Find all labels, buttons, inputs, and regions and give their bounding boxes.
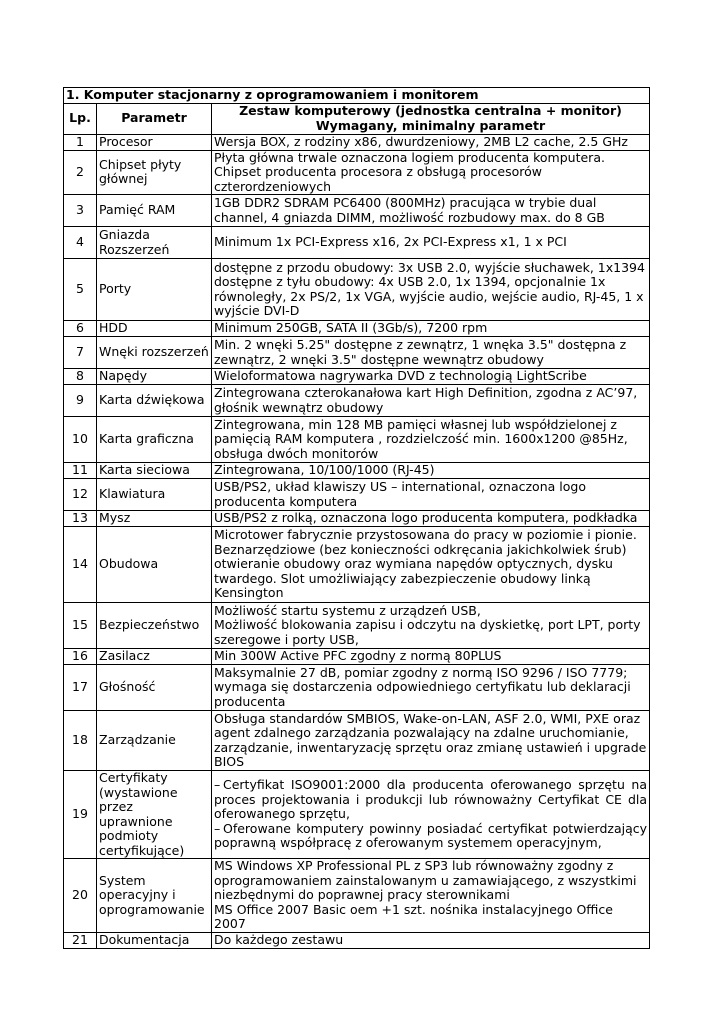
spec-table [63, 87, 650, 949]
row-parameter: Głośność [97, 665, 212, 711]
table-row [64, 195, 650, 227]
certificate-item: – Oferowane komputery powinny posiadać certyfikat potwierdzający poprawną współpracę z oferowanym systemem operacyjnym, [214, 820, 648, 851]
table-row [64, 259, 650, 321]
header-param: Parametr [97, 103, 212, 134]
row-value: Min. 2 wnęki 5.25" dostępne z zewnątrz, 1 wnęka 3.5" dostępna z zewnątrz, 2 wnęki 3.5" dostępne wewnątrz obudowy [212, 337, 650, 369]
row-parameter: Zasilacz [97, 649, 212, 665]
row-number: 18 [64, 711, 97, 771]
table-row [64, 711, 650, 771]
row-value: Min 300W Active PFC zgodny z normą 80PLUS [212, 649, 650, 665]
row-value [212, 603, 650, 649]
row-number: 21 [64, 932, 97, 948]
row-parameter: HDD [97, 321, 212, 337]
row-parameter: Wnęki rozszerzeń [97, 337, 212, 369]
row-parameter: Mysz [97, 511, 212, 527]
row-number: 12 [64, 479, 97, 511]
row-value: USB/PS2 z rolką, oznaczona logo producenta komputera, podkładka [212, 511, 650, 527]
row-number: 7 [64, 337, 97, 369]
header-spec-line2: Wymagany, minimalny parametr [315, 117, 546, 133]
header-spec-line1: Zestaw komputerowy (jednostka centralna + monitor) [239, 103, 622, 118]
row-parameter: Chipset płyty głównej [97, 150, 212, 195]
row-number: 16 [64, 649, 97, 665]
table-row [64, 932, 650, 948]
row-number: 9 [64, 385, 97, 417]
row-value [212, 771, 650, 859]
header-spec [212, 103, 650, 134]
row-value [212, 859, 650, 933]
row-value: Minimum 250GB, SATA II (3Gb/s), 7200 rpm [212, 321, 650, 337]
row-value: dostępne z przodu obudowy: 3x USB 2.0, wyjście słuchawek, 1x1394 dostępne z tyłu obudowy: 4x USB 2.0, 1x 1394, opcjonalnie 1x równoległy, 2x PS/2, 1x VGA, wyjście audio, wejście audio, RJ-45, 1 x wyjście DVI-D [212, 259, 650, 321]
table-row [64, 603, 650, 649]
table-row [64, 649, 650, 665]
row-number: 15 [64, 603, 97, 649]
row-value: Zintegrowana czterokanałowa kart High Definition, zgodna z AC’97, głośnik wewnątrz obudowy [212, 385, 650, 417]
row-value: Płyta główna trwale oznaczona logiem producenta komputera. Chipset producenta procesora z obsługą procesorów czterordzeniowych [212, 150, 650, 195]
row-number: 6 [64, 321, 97, 337]
table-row [64, 227, 650, 259]
row-value: Minimum 1x PCI-Express x16, 2x PCI-Express x1, 1 x PCI [212, 227, 650, 259]
row-parameter: Karta dźwiękowa [97, 385, 212, 417]
table-title: 1. Komputer stacjonarny z oprogramowaniem i monitorem [64, 88, 650, 104]
row-value: USB/PS2, układ klawiszy US – international, oznaczona logo producenta komputera [212, 479, 650, 511]
row-number: 13 [64, 511, 97, 527]
row-value: Do każdego zestawu [212, 932, 650, 948]
header-lp: Lp. [64, 103, 97, 134]
row-number: 14 [64, 527, 97, 603]
table-row [64, 511, 650, 527]
row-number: 4 [64, 227, 97, 259]
row-number: 11 [64, 463, 97, 479]
row-parameter: Procesor [97, 134, 212, 150]
row-parameter: Klawiatura [97, 479, 212, 511]
table-row [64, 369, 650, 385]
row-value: Zintegrowana, 10/100/1000 (RJ-45) [212, 463, 650, 479]
row-parameter: Napędy [97, 369, 212, 385]
table-title-row [64, 88, 650, 104]
row-value: Zintegrowana, min 128 MB pamięci własnej lub współdzielonej z pamięcią RAM komputera , rozdzielczość min. 1600x1200 @85Hz, obsługa dwóch monitorów [212, 417, 650, 463]
row-value: 1GB DDR2 SDRAM PC6400 (800MHz) pracująca w trybie dual channel, 4 gniazda DIMM, możliwość rozbudowy max. do 8 GB [212, 195, 650, 227]
row-number: 19 [64, 771, 97, 859]
table-row [64, 321, 650, 337]
row-value-line: MS Office 2007 Basic oem +1 szt. nośnika instalacyjnego Office 2007 [214, 901, 613, 931]
table-row [64, 479, 650, 511]
table-row [64, 417, 650, 463]
row-number: 5 [64, 259, 97, 321]
row-parameter: Karta graficzna [97, 417, 212, 463]
row-number: 8 [64, 369, 97, 385]
row-value: Wieloformatowa nagrywarka DVD z technologią LightScribe [212, 369, 650, 385]
table-row [64, 527, 650, 603]
table-header-row [64, 103, 650, 134]
table-row [64, 337, 650, 369]
row-number: 1 [64, 134, 97, 150]
row-parameter: Karta sieciowa [97, 463, 212, 479]
row-parameter: Certyfikaty (wystawione przez uprawnione podmioty certyfikujące) [97, 771, 212, 859]
row-value: Maksymalnie 27 dB, pomiar zgodny z normą ISO 9296 / ISO 7779; wymaga się dostarczenia odpowiedniego certyfikatu lub deklaracji producenta [212, 665, 650, 711]
row-parameter: Pamięć RAM [97, 195, 212, 227]
row-number: 20 [64, 859, 97, 933]
row-number: 10 [64, 417, 97, 463]
row-value-line: Możliwość blokowania zapisu i odczytu na dyskietkę, port LPT, porty szeregowe i porty USB, [214, 617, 641, 647]
table-row [64, 150, 650, 195]
row-value: Microtower fabrycznie przystosowana do pracy w poziomie i pionie. Beznarzędziowe (bez konieczności odkręcania jakichkolwiek śrub) otwieranie obudowy oraz wymiana napędów optycznych, dysku twardego. Slot umożliwiający zabezpieczenie obudowy linką Kensington [212, 527, 650, 603]
row-parameter: Bezpieczeństwo [97, 603, 212, 649]
row-parameter: Gniazda Rozszerzeń [97, 227, 212, 259]
row-parameter: System operacyjny i oprogramowanie [97, 859, 212, 933]
table-row [64, 771, 650, 859]
row-parameter: Obudowa [97, 527, 212, 603]
table-row [64, 665, 650, 711]
row-value: Wersja BOX, z rodziny x86, dwurdzeniowy, 2MB L2 cache, 2.5 GHz [212, 134, 650, 150]
row-number: 2 [64, 150, 97, 195]
table-row [64, 859, 650, 933]
table-row [64, 385, 650, 417]
table-row [64, 134, 650, 150]
row-number: 3 [64, 195, 97, 227]
row-parameter: Zarządzanie [97, 711, 212, 771]
row-number: 17 [64, 665, 97, 711]
row-value: Obsługa standardów SMBIOS, Wake-on-LAN, ASF 2.0, WMI, PXE oraz agent zdalnego zarządzania pozwalający na zdalne uruchomianie, zarządzanie, inwentaryzację sprzętu oraz zmianę ustawień i upgrade BIOS [212, 711, 650, 771]
row-parameter: Dokumentacja [97, 932, 212, 948]
row-value-line: MS Windows XP Professional PL z SP3 lub równoważny zgodny z oprogramowaniem zainstalowanym u zamawiającego, z wszystkimi niezbędnymi do poprawnej pracy sterownikami [214, 858, 637, 902]
certificate-item: – Certyfikat ISO9001:2000 dla producenta oferowanego sprzętu na proces projektowania i produkcji lub równoważny Certyfikat CE dla oferowanego sprzętu, [214, 777, 648, 822]
table-row [64, 463, 650, 479]
row-value-line: Możliwość startu systemu z urządzeń USB, [214, 602, 481, 618]
row-parameter: Porty [97, 259, 212, 321]
